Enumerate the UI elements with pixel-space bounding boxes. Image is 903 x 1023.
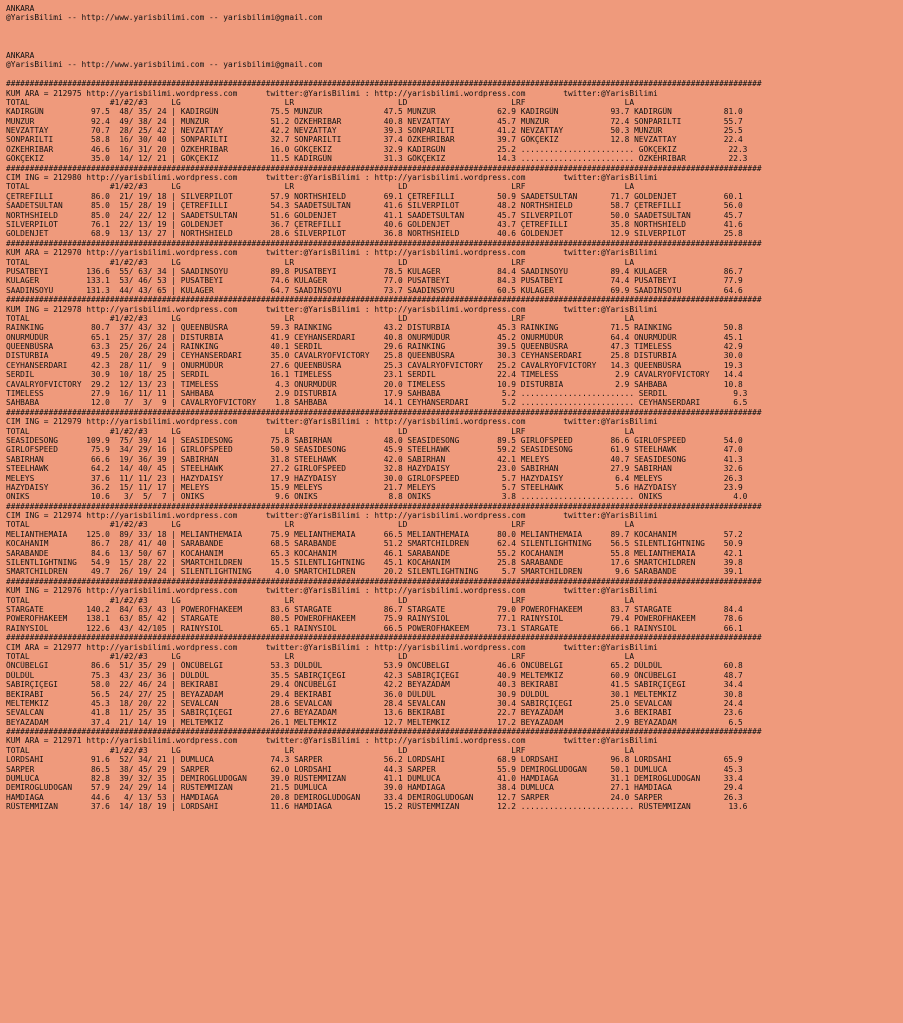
text-line: KULAGER 133.1 53/ 46/ 53 | PUSATBEYI 74.6 KULAGER 77.0 PUSATBEYI 84.3 PUSATBEYI 74.4 PUSATBEYI 77.9: [6, 276, 743, 286]
text-line: SAADETSULTAN 85.0 15/ 28/ 19 | ÇETREFILLI 54.3 SAADETSULTAN 41.6 SILVERPILOT 48.2 NORTHSHIELD 58.7 ÇETREFILLI 56.0: [6, 201, 743, 211]
race-header-line: KUM ARA = 212971 http://yarisbilimi.wordpress.com twitter:@YarisBilimi : http://yarisbilimi.wordpress.com twitter:@YarisBilimi: [6, 736, 658, 746]
text-line: @YarisBilimi -- http://www.yarisbilimi.com -- yarisbilimi@gmail.com: [6, 60, 323, 70]
text-line: [6, 23, 903, 32]
text-line: SILVERPILOT 76.1 22/ 13/ 19 | GOLDENJET 36.7 ÇETREFILLI 40.6 GOLDENJET 43.7 ÇETREFILLI 35.8 NORTHSHIELD 41.6: [6, 219, 743, 229]
text-line: [6, 42, 903, 51]
separator-line: ################################################################################################################################################################: [6, 501, 762, 511]
text-line: CEYHANSERDARI 42.3 28/ 11/ 9 | ONURMÜDÜR 27.6 QUEENBÜSRA 25.3 CAVALRYOFVICTORY 25.2 CAVALRYOFVICTORY 14.3 QUEENBÜSRA 19.3: [6, 360, 743, 370]
text-line: RÜSTEMMIZAN 37.6 14/ 18/ 19 | LORDSAHI 11.6 HAMDIAGA 15.2 RÜSTEMMIZAN 12.2 ........................ RÜSTEMMIZAN 13.6: [6, 802, 748, 812]
text-line: STEELHAWK 64.2 14/ 40/ 45 | STEELHAWK 27.2 GIRLOFSPEED 32.8 HAZYDAISY 23.0 SABIRHAN 27.9 SABIRHAN 32.6: [6, 464, 743, 474]
race-header-line: KUM ING = 212976 http://yarisbilimi.wordpress.com twitter:@YarisBilimi : http://yarisbilimi.wordpress.com twitter:@YarisBilimi: [6, 586, 658, 596]
text-line: HAZYDAISY 36.2 15/ 11/ 17 | MELEYS 15.9 MELEYS 21.7 MELEYS 5.7 STEELHAWK 5.6 HAZYDAISY 23.9: [6, 482, 743, 492]
text-line: MUNZUR 92.4 49/ 38/ 24 | MUNZUR 51.2 ÖZKEHRIBAR 40.8 NEVZATTAY 45.7 MUNZUR 72.4 SONPARILTI 55.7: [6, 116, 743, 126]
text-line: SARABANDE 84.6 13/ 50/ 67 | KOCAHANIM 65.3 KOCAHANIM 46.1 SARABANDE 55.2 KOCAHANIM 55.8 MELIANTHEMAIA 42.1: [6, 548, 743, 558]
text-line: SAHBABA 12.0 7/ 3/ 9 | CAVALRYOFVICTORY 1.8 SAHBABA 14.1 CEYHANSERDARI 5.2 ........................ CEYHANSERDARI 6.5: [6, 398, 748, 408]
text-line: ONURMÜDÜR 65.1 25/ 37/ 28 | DISTURBIA 41.9 CEYHANSERDARI 40.8 ONURMÜDÜR 45.2 ONURMÜDÜR 64.4 ONURMÜDÜR 45.1: [6, 332, 743, 342]
race-header-line: CIM ING = 212980 http://yarisbilimi.wordpress.com twitter:@YarisBilimi : http://yarisbilimi.wordpress.com twitter:@YarisBilimi: [6, 173, 658, 183]
text-line: ANKARA: [6, 4, 35, 13]
text-line: SILENTLIGHTNING 54.9 15/ 28/ 22 | SMARTCHILDREN 15.5 SILENTLIGHTNING 45.1 KOCAHANIM 25.8 SARABANDE 17.6 SMARTCHILDREN 39.8: [6, 558, 743, 568]
text-line: RAINYSIOL 122.6 43/ 42/105 | RAINYSIOL 65.1 RAINYSIOL 66.5 POWEROFHAKEEM 73.1 STARGATE 66.1 RAINYSIOL 66.1: [6, 623, 743, 633]
column-header-line: TOTAL #1/#2/#3 LG LR LD LRF LA: [6, 257, 635, 267]
text-line: SEVALCAN 41.8 11/ 25/ 35 | SABIRÇIÇEGI 27.6 BEYAZADAM 13.6 BEKIRABI 22.7 BEYAZADAM 3.6 BEKIRABI 23.6: [6, 708, 743, 718]
text-line: SONPARILTI 58.8 16/ 30/ 40 | SONPARILTI 32.7 SONPARILTI 37.4 ÖZKEHRIBAR 39.7 GÖKÇEKIZ 12.8 NEVZATTAY 22.4: [6, 135, 743, 145]
text-line: KOCAHANIM 86.7 28/ 41/ 40 | SARABANDE 68.5 SARABANDE 51.2 SMARTCHILDREN 62.4 SILENTLIGHTNING 56.5 SILENTLIGHTNING 50.9: [6, 539, 743, 549]
text-line: @YarisBilimi -- http://www.yarisbilimi.com -- yarisbilimi@gmail.com: [6, 13, 323, 23]
text-line: SAADINSOYU 131.3 44/ 43/ 65 | KULAGER 64.7 SAADINSOYU 73.7 SAADINSOYU 60.5 KULAGER 69.9 SAADINSOYU 64.6: [6, 285, 743, 295]
separator-line: ################################################################################################################################################################: [6, 238, 762, 248]
text-line: GÖKÇEKIZ 35.0 14/ 12/ 21 | GÖKÇEKIZ 11.5 KADIRGÜN 31.3 GÖKÇEKIZ 14.3 ........................ ÖZKEHRIBAR 22.3: [6, 154, 748, 164]
text-line: SABIRÇIÇEGI 58.0 22/ 46/ 24 | BEKIRABI 29.4 ÖNCÜBELGI 42.2 BEYAZADAM 40.3 BEKIRABI 41.5 SABIRÇIÇEGI 34.4: [6, 680, 743, 690]
race-header-line: CIM ING = 212979 http://yarisbilimi.wordpress.com twitter:@YarisBilimi : http://yarisbilimi.wordpress.com twitter:@YarisBilimi: [6, 417, 658, 427]
text-line: LORDSAHI 91.6 52/ 34/ 21 | DUMLUCA 74.3 SARPER 56.2 LORDSAHI 68.9 LORDSAHI 96.8 LORDSAHI 65.9: [6, 755, 743, 765]
text-line: PUSATBEYI 136.6 55/ 63/ 34 | SAADINSOYU 89.8 PUSATBEYI 78.5 KULAGER 84.4 SAADINSOYU 89.4 KULAGER 86.7: [6, 266, 743, 276]
text-line: CAVALRYOFVICTORY 29.2 12/ 13/ 23 | TIMELESS 4.3 ONURMÜDÜR 20.0 TIMELESS 10.9 DISTURBIA 2.9 SAHBABA 10.8: [6, 379, 743, 389]
text-line: HAMDIAGA 44.6 4/ 13/ 53 | HAMDIAGA 20.8 DEMIROGLUDOGAN 33.4 DEMIROGLUDOGAN 12.7 SARPER 24.0 SARPER 26.3: [6, 792, 743, 802]
text-line: SEASIDESONG 109.9 75/ 39/ 14 | SEASIDESONG 75.8 SABIRHAN 48.0 SEASIDESONG 89.5 GIRLOFSPEED 86.6 GIRLOFSPEED 54.0: [6, 435, 743, 445]
text-line: NORTHSHIELD 85.0 24/ 22/ 12 | SAADETSULTAN 51.6 GOLDENJET 41.1 SAADETSULTAN 45.7 SILVERPILOT 50.0 SAADETSULTAN 45.7: [6, 210, 743, 220]
text-line: SERDIL 30.9 10/ 18/ 25 | SERDIL 16.1 TIMELESS 23.1 SERDIL 22.4 TIMELESS 2.9 CAVALRYOFVICTORY 14.4: [6, 370, 743, 380]
text-line: MELEYS 37.6 11/ 11/ 23 | HAZYDAISY 17.9 HAZYDAISY 30.0 GIRLOFSPEED 5.7 HAZYDAISY 6.4 MELEYS 26.3: [6, 473, 743, 483]
text-line: KADIRGÜN 97.5 48/ 35/ 24 | KADIRGÜN 75.5 MUNZUR 47.5 MUNZUR 62.9 KADIRGÜN 93.7 KADIRGÜN 81.0: [6, 107, 743, 117]
text-line: SARPER 86.5 38/ 45/ 29 | SARPER 62.0 LORDSAHI 44.3 SARPER 55.9 DEMIROGLUDOGAN 50.1 DUMLUCA 45.3: [6, 764, 743, 774]
separator-line: ################################################################################################################################################################: [6, 576, 762, 586]
text-line: RAINKING 80.7 37/ 43/ 32 | QUEENBÜSRA 59.3 RAINKING 43.2 DISTURBIA 45.3 RAINKING 71.5 RAINKING 50.8: [6, 323, 743, 333]
separator-line: ################################################################################################################################################################: [6, 633, 762, 643]
race-header-line: KUM ARA = 212970 http://yarisbilimi.wordpress.com twitter:@YarisBilimi : http://yarisbilimi.wordpress.com twitter:@YarisBilimi: [6, 248, 658, 258]
column-header-line: TOTAL #1/#2/#3 LG LR LD LRF LA: [6, 426, 635, 436]
text-line: [6, 32, 903, 41]
race-header-line: CIM ING = 212974 http://yarisbilimi.wordpress.com twitter:@YarisBilimi : http://yarisbilimi.wordpress.com twitter:@YarisBilimi: [6, 511, 658, 521]
text-line: POWEROFHAKEEM 138.1 63/ 85/ 42 | STARGATE 80.5 POWEROFHAKEEM 75.9 RAINYSIOL 77.1 RAINYSIOL 79.4 POWEROFHAKEEM 78.6: [6, 614, 743, 624]
text-line: DUMLUCA 82.8 39/ 32/ 35 | DEMIROGLUDOGAN 39.0 RÜSTEMMIZAN 41.1 DUMLUCA 41.0 HAMDIAGA 31.1 DEMIROGLUDOGAN 33.4: [6, 774, 743, 784]
separator-line: ################################################################################################################################################################: [6, 295, 762, 305]
text-line: NEVZATTAY 70.7 28/ 25/ 42 | NEVZATTAY 42.2 NEVZATTAY 39.3 SONPARILTI 41.2 NEVZATTAY 50.3 MUNZUR 25.5: [6, 126, 743, 136]
race-header-line: KUM ARA = 212975 http://yarisbilimi.wordpress.com twitter:@YarisBilimi : http://yarisbilimi.wordpress.com twitter:@YarisBilimi: [6, 88, 658, 98]
text-line: BEKIRABI 56.5 24/ 27/ 25 | BEYAZADAM 29.4 BEKIRABI 36.0 DÜLDÜL 30.9 DÜLDÜL 30.1 MELTEMKIZ 30.8: [6, 689, 743, 699]
text-line: BEYAZADAM 37.4 21/ 14/ 19 | MELTEMKIZ 26.1 MELTEMKIZ 12.7 MELTEMKIZ 17.2 BEYAZADAM 2.9 BEYAZADAM 6.5: [6, 717, 743, 727]
text-line: MELTEMKIZ 45.3 18/ 20/ 22 | SEVALCAN 28.6 SEVALCAN 28.4 SEVALCAN 30.4 SABIRÇIÇEGI 25.0 SEVALCAN 24.4: [6, 698, 743, 708]
separator-line: ################################################################################################################################################################: [6, 727, 762, 737]
text-line: GOLDENJET 68.9 13/ 13/ 27 | NORTHSHIELD 28.6 SILVERPILOT 36.8 NORTHSHIELD 40.6 GOLDENJET 12.9 SILVERPILOT 25.8: [6, 229, 743, 239]
column-header-line: TOTAL #1/#2/#3 LG LR LD LRF LA: [6, 520, 635, 530]
column-header-line: TOTAL #1/#2/#3 LG LR LD LRF LA: [6, 651, 635, 661]
race-header-line: KUM ING = 212978 http://yarisbilimi.wordpress.com twitter:@YarisBilimi : http://yarisbilimi.wordpress.com twitter:@YarisBilimi: [6, 304, 658, 314]
text-line: DÜLDÜL 75.3 43/ 23/ 36 | DÜLDÜL 35.5 SABIRÇIÇEGI 42.3 SABIRÇIÇEGI 40.9 MELTEMKIZ 60.9 ÖNCÜBELGI 48.7: [6, 670, 743, 680]
text-line: DISTURBIA 49.5 20/ 28/ 29 | CEYHANSERDARI 35.0 CAVALRYOFVICTORY 25.8 QUEENBÜSRA 30.3 CEYHANSERDARI 25.8 DISTURBIA 30.0: [6, 351, 743, 361]
separator-line: ################################################################################################################################################################: [6, 407, 762, 417]
separator-line: ################################################################################################################################################################: [6, 79, 762, 89]
text-line: GIRLOFSPEED 75.9 34/ 29/ 16 | GIRLOFSPEED 50.9 SEASIDESONG 45.9 STEELHAWK 59.2 SEASIDESONG 61.9 STEELHAWK 47.0: [6, 445, 743, 455]
text-line: DEMIROGLUDOGAN 57.9 24/ 29/ 14 | RÜSTEMMIZAN 21.5 DUMLUCA 39.0 HAMDIAGA 38.4 DUMLUCA 27.1 HAMDIAGA 29.4: [6, 783, 743, 793]
text-line: TIMELESS 27.9 16/ 11/ 11 | SAHBABA 2.9 DISTURBIA 17.9 SAHBABA 5.2 ........................ SERDIL 9.3: [6, 389, 748, 399]
text-line: [6, 70, 903, 79]
column-header-line: TOTAL #1/#2/#3 LG LR LD LRF LA: [6, 745, 635, 755]
column-header-line: TOTAL #1/#2/#3 LG LR LD LRF LA: [6, 313, 635, 323]
text-line: ÖNCÜBELGI 86.6 51/ 35/ 29 | ÖNCÜBELGI 53.3 DÜLDÜL 53.9 ÖNCÜBELGI 46.6 ÖNCÜBELGI 65.2 DÜLDÜL 60.8: [6, 661, 743, 671]
column-header-line: TOTAL #1/#2/#3 LG LR LD LRF LA: [6, 97, 635, 107]
race-header-line: CIM ARA = 212977 http://yarisbilimi.wordpress.com twitter:@YarisBilimi : http://yarisbilimi.wordpress.com twitter:@YarisBilimi: [6, 642, 658, 652]
text-line: SABIRHAN 66.6 19/ 36/ 39 | SABIRHAN 31.8 STEELHAWK 42.0 SABIRHAN 42.1 MELEYS 40.7 SEASIDESONG 41.3: [6, 454, 743, 464]
text-line: ÖZKEHRIBAR 46.6 16/ 31/ 20 | ÖZKEHRIBAR 16.0 GÖKÇEKIZ 32.9 KADIRGÜN 25.2 ........................ GÖKÇEKIZ 22.3: [6, 144, 748, 154]
text-line: SMARTCHILDREN 49.7 26/ 19/ 24 | SILENTLIGHTNING 4.0 SMARTCHILDREN 20.2 SILENTLIGHTNING 5.7 SMARTCHILDREN 9.6 SARABANDE 39.1: [6, 567, 743, 577]
text-line: MELIANTHEMAIA 125.0 89/ 33/ 18 | MELIANTHEMAIA 75.9 MELIANTHEMAIA 66.5 MELIANTHEMAIA 80.0 MELIANTHEMAIA 89.7 KOCAHANIM 57.2: [6, 529, 743, 539]
column-header-line: TOTAL #1/#2/#3 LG LR LD LRF LA: [6, 595, 635, 605]
text-line: QUEENBÜSRA 63.3 25/ 26/ 24 | RAINKING 40.1 SERDIL 29.6 RAINKING 39.5 QUEENBÜSRA 47.3 TIMELESS 42.9: [6, 342, 743, 352]
separator-line: ################################################################################################################################################################: [6, 163, 762, 173]
text-line: ONIKS 10.6 3/ 5/ 7 | ONIKS 9.6 ONIKS 8.8 ONIKS 3.8 ........................ ONIKS 4.0: [6, 492, 748, 502]
column-header-line: TOTAL #1/#2/#3 LG LR LD LRF LA: [6, 182, 635, 192]
text-line: ANKARA: [6, 50, 35, 60]
text-line: STARGATE 140.2 84/ 63/ 43 | POWEROFHAKEEM 83.6 STARGATE 86.7 STARGATE 79.0 POWEROFHAKEEM 83.7 STARGATE 84.4: [6, 605, 743, 614]
text-line: ÇETREFILLI 86.0 21/ 19/ 18 | SILVERPILOT 57.9 NORTHSHIELD 69.1 ÇETREFILLI 50.9 SAADETSULTAN 71.7 GOLDENJET 60.1: [6, 191, 743, 201]
